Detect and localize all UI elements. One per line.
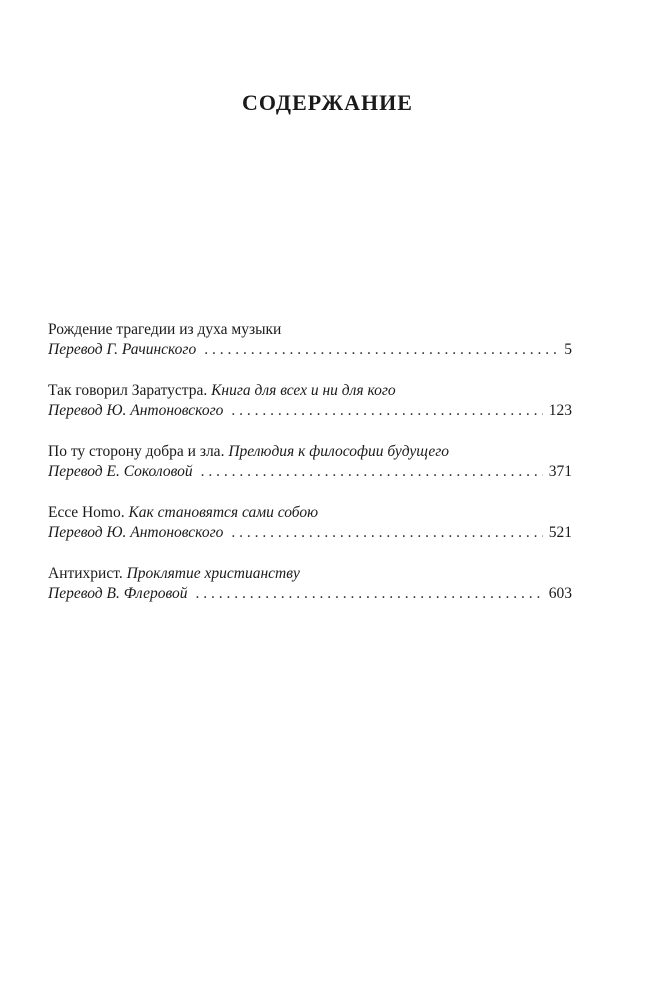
entry-title: По ту сторону добра и зла. <box>48 443 225 460</box>
page-title: СОДЕРЖАНИЕ <box>242 90 413 115</box>
toc-entry[interactable] <box>48 442 572 482</box>
entry-translator: Перевод Ю. Антоновского <box>48 402 224 419</box>
table-of-contents <box>48 320 572 625</box>
toc-entry[interactable] <box>48 320 572 360</box>
entry-title-line <box>48 503 572 523</box>
entry-title-line <box>48 564 572 584</box>
translator-line <box>48 523 572 543</box>
entry-page-number: 5 <box>564 341 572 358</box>
entry-page-number: 123 <box>548 402 572 419</box>
entry-subtitle: Как становятся сами собою <box>128 504 319 521</box>
entry-title-line <box>48 442 572 462</box>
entry-title: Так говорил Заратустра. <box>48 382 208 399</box>
dot-leader <box>196 584 543 604</box>
toc-entry[interactable] <box>48 564 572 604</box>
entry-page-number: 603 <box>548 585 572 602</box>
entry-page-number: 371 <box>548 463 572 480</box>
entry-title-line <box>48 320 572 340</box>
entry-translator: Перевод В. Флеровой <box>48 585 188 602</box>
entry-subtitle: Книга для всех и ни для кого <box>211 382 396 399</box>
entry-translator: Перевод Ю. Антоновского <box>48 524 224 541</box>
entry-translator: Перевод Е. Соколовой <box>48 463 193 480</box>
entry-title: Рождение трагедии из духа музыки <box>48 321 282 338</box>
dot-leader <box>231 401 542 421</box>
translator-line <box>48 401 572 421</box>
translator-line <box>48 462 572 482</box>
toc-entry[interactable] <box>48 503 572 543</box>
dot-leader <box>204 340 558 360</box>
entry-title-line <box>48 381 572 401</box>
dot-leader <box>231 523 542 543</box>
translator-line <box>48 584 572 604</box>
entry-subtitle: Проклятие христианству <box>126 565 300 582</box>
entry-page-number: 521 <box>548 524 572 541</box>
toc-entry[interactable] <box>48 381 572 421</box>
entry-title: Ecce Homo. <box>48 504 125 521</box>
entry-title: Антихрист. <box>48 565 123 582</box>
dot-leader <box>201 462 543 482</box>
entry-subtitle: Прелюдия к философии будущего <box>228 443 450 460</box>
entry-translator: Перевод Г. Рачинского <box>48 341 197 358</box>
translator-line <box>48 340 572 360</box>
